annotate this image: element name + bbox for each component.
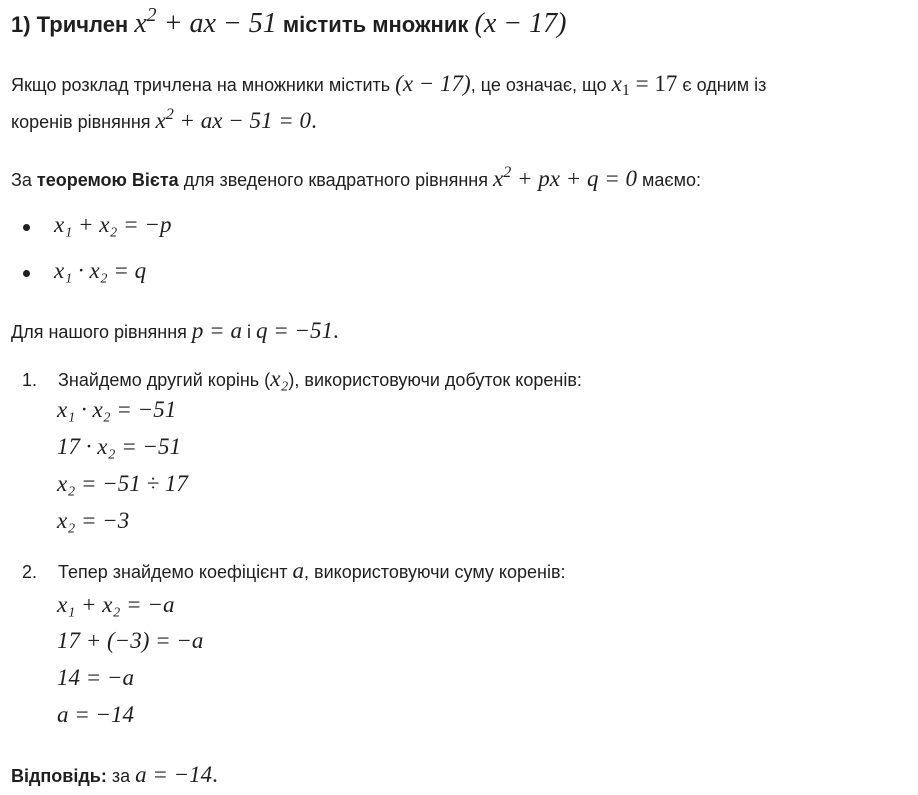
step-2-equation: 14 = −a — [57, 665, 135, 690]
bullet-equation: x₁ · x₂ = q — [54, 258, 147, 283]
vieta-eq-base: x — [492, 166, 504, 191]
title-factor: (x − 17) — [474, 8, 567, 39]
vieta-equation — [493, 166, 637, 191]
intro-equation — [156, 108, 312, 133]
title-prefix: 1) Тричлен — [11, 12, 135, 37]
intro-factor: (x − 17) — [395, 71, 471, 96]
bullet-dot-icon — [23, 224, 30, 231]
our-equation-paragraph — [11, 312, 339, 351]
step-number: 1. — [22, 370, 38, 390]
answer-equation: a = −14 — [135, 762, 213, 787]
eq-rest: + ax − 51 = 0 — [173, 108, 312, 133]
step-1-equation: x₂ = −3 — [57, 508, 130, 533]
intro-end: є одним із — [677, 75, 767, 95]
intro-line2-text: коренів рівняння — [11, 112, 156, 132]
section-title — [11, 5, 567, 40]
step-1-equation: 17 · x₂ = −51 — [57, 434, 181, 459]
bullet-item — [23, 212, 171, 238]
intro-line-1 — [11, 65, 766, 104]
step-text-before: Знайдемо другий корінь ( — [58, 370, 271, 390]
vieta-paragraph — [11, 160, 701, 199]
q-equation: q = −51 — [255, 318, 334, 343]
step-1-equation: x₁ · x₂ = −51 — [57, 397, 177, 422]
vieta-suffix: маємо: — [637, 170, 701, 190]
eq-exp: 2 — [165, 106, 174, 124]
our-eq-prefix: Для нашого рівняння — [11, 322, 192, 342]
root-val: = 17 — [629, 71, 678, 96]
step-var: a — [292, 558, 305, 583]
step-2-equation: 17 + (−3) = −a — [57, 628, 204, 653]
step-var: x₂ — [270, 366, 289, 391]
vieta-text: для зведеного квадратного рівняння — [178, 170, 493, 190]
step-text-after: , використовуючи суму коренів: — [304, 562, 566, 582]
intro-mid: , це означає, що — [470, 75, 612, 95]
bullet-dot-icon — [23, 270, 30, 277]
p-equation: p = a — [191, 318, 242, 343]
step-2 — [22, 558, 566, 584]
vieta-bold: теоремою Вієта — [36, 170, 179, 190]
our-eq-end: . — [333, 318, 339, 343]
bullet-equation: x₁ + x₂ = −p — [54, 212, 172, 237]
step-text-before: Тепер знайдемо коефіцієнт — [58, 562, 293, 582]
answer-end: . — [212, 762, 218, 787]
intro-line-2 — [11, 102, 317, 141]
title-expr-exp: 2 — [146, 5, 157, 27]
title-expr-base: x — [134, 8, 147, 39]
step-2-equation: a = −14 — [57, 702, 135, 727]
root-var: x — [611, 71, 622, 96]
answer-paragraph — [11, 756, 218, 795]
our-eq-mid: і — [241, 322, 256, 342]
title-expr — [134, 5, 277, 39]
answer-text: за — [106, 766, 136, 786]
intro-text: Якщо розклад тричлена на множники містить — [11, 75, 396, 95]
step-number: 2. — [22, 562, 38, 582]
bullet-item — [23, 258, 146, 284]
step-text-after: ), використовуючи добуток коренів: — [288, 370, 582, 390]
intro-root — [611, 71, 678, 100]
vieta-eq-exp: 2 — [503, 164, 512, 182]
step-1-equation: x₂ = −51 ÷ 17 — [57, 471, 188, 496]
vieta-prefix: За — [11, 170, 37, 190]
title-middle: містить множник — [276, 12, 475, 37]
eq-base: x — [155, 108, 166, 133]
answer-label: Відповідь: — [11, 766, 107, 786]
root-sub: 1 — [621, 82, 630, 100]
step-2-equation: x₁ + x₂ = −a — [57, 592, 175, 617]
title-expr-rest: + ax − 51 — [156, 8, 277, 39]
intro-line2-end: . — [311, 108, 317, 133]
vieta-eq-rest: + px + q = 0 — [511, 166, 638, 191]
step-1 — [22, 366, 582, 392]
